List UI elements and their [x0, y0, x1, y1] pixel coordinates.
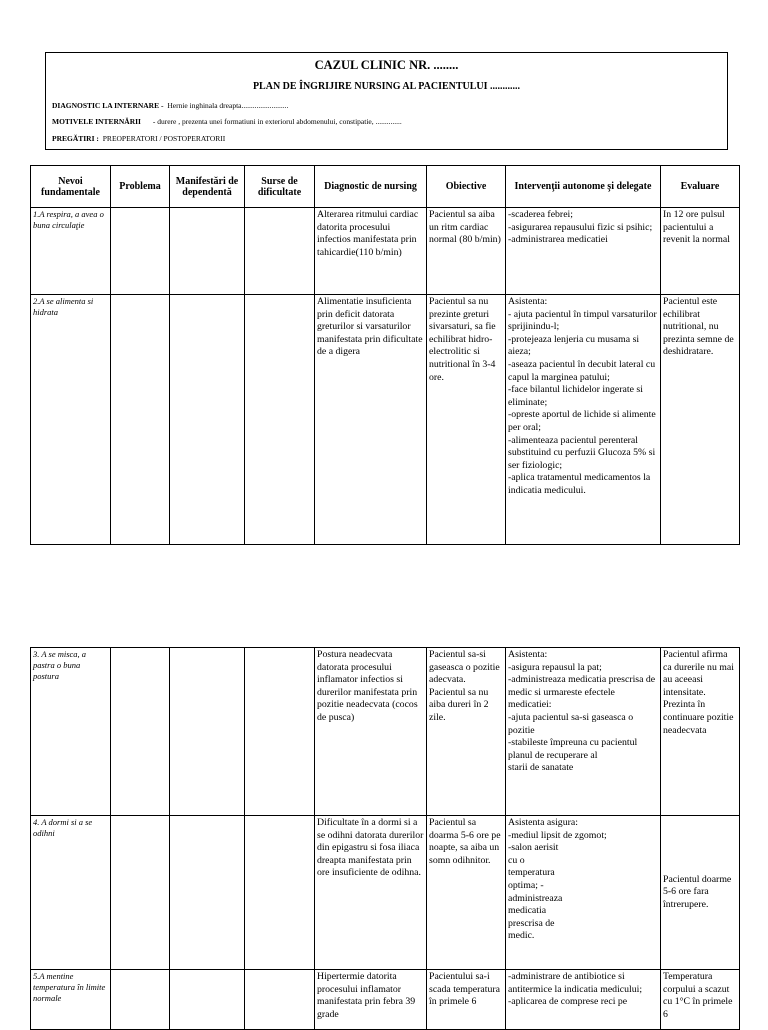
- problem-cell: [111, 970, 170, 1030]
- problem-cell: [111, 816, 170, 970]
- col-header-interventions: Intervenţii autonome şi delegate: [506, 166, 661, 208]
- col-header-manifest: Manifestări de dependentă: [170, 166, 245, 208]
- sources-cell: [245, 208, 315, 295]
- reasons-label: MOTIVELE INTERNĂRII: [52, 117, 141, 126]
- evaluation-cell: Pacientul afirma ca durerile nu mai au aceeasi intensitate. Prezinta în continuare pozitie neadecvata: [661, 648, 740, 816]
- col-header-sources: Surse de dificultate: [245, 166, 315, 208]
- objective-cell: Pacientul sa doarma 5-6 ore pe noapte, sa aiba un somn odihnitor.: [427, 816, 506, 970]
- problem-cell: [111, 208, 170, 295]
- interventions-cell: Asistenta: - ajuta pacientul în timpul varsaturilor sprijinindu-l; -protejeaza lenjeria cu musama si aieza; -aseaza pacientul în decubit lateral cu capul la marginea patului; -face bilantul lichidelor ingerate si eliminate; -opreste aportul de lichide si alimente per oral; -alimenteaza pacientul perenteral substituind cu perfuzii Glucoza 5% si ser fiziologic; -aplica tratamentul medicamentos la indicatia medicului.: [506, 295, 661, 545]
- evaluation-cell: Pacientul doarme 5-6 ore fara întrerupere.: [661, 816, 740, 970]
- problem-cell: [111, 295, 170, 545]
- case-title: CAZUL CLINIC NR. ........: [314, 58, 459, 72]
- objective-cell: Pacientul sa-si gaseasca o pozitie adecvata. Pacientul sa nu aiba dureri în 2 zile.: [427, 648, 506, 816]
- reasons-line: [52, 117, 402, 126]
- evaluation-cell: Temperatura corpului a scazut cu 1°C în primele 6: [661, 970, 740, 1030]
- diagnosis-cell: Alimentatie insuficienta prin deficit datorata greturilor si varsaturilor manifestata prin dificultate de a digera: [315, 295, 427, 545]
- need-cell: 4. A dormi si a se odihni: [31, 816, 111, 970]
- evaluation-cell: Pacientul este echilibrat nutritional, nu prezinta semne de deshidratare.: [661, 295, 740, 545]
- prep-value: PREOPERATORI / POSTOPERATORII: [102, 134, 226, 143]
- objective-cell: Pacientului sa-i scada temperatura în primele 6: [427, 970, 506, 1030]
- interventions-cell: Asistenta: -asigura repausul la pat; -administreaza medicatia prescrisa de medic si urmareste efectele medicatiei: -ajuta pacientul sa-si gaseasca o pozitie -stabileste împreuna cu pacientul planul de recuperare al starii de sanatate: [506, 648, 661, 816]
- sources-cell: [245, 648, 315, 816]
- plan-title: PLAN DE ÎNGRIJIRE NURSING AL PACIENTULUI ............: [252, 81, 521, 92]
- table-row: [31, 295, 740, 545]
- diagnosis-cell: Dificultate în a dormi si a se odihni datorata durerilor din epigastru si fosa iliaca dreapta manifestata prin ore insuficiente de odihna.: [315, 816, 427, 970]
- objective-cell: Pacientul sa aiba un ritm cardiac normal (80 b/min): [427, 208, 506, 295]
- case-header-box: [45, 52, 728, 150]
- diagnosis-cell: Hipertermie datorita procesului inflamator manifestata prin febra 39 grade: [315, 970, 427, 1030]
- manifest-cell: [170, 970, 245, 1030]
- need-cell: 2.A se alimenta si hidrata: [31, 295, 111, 545]
- manifest-cell: [170, 648, 245, 816]
- table-header-row: [31, 166, 740, 208]
- col-header-evaluation: Evaluare: [661, 166, 740, 208]
- manifest-cell: [170, 208, 245, 295]
- need-cell: 1.A respira, a avea o buna circulaţie: [31, 208, 111, 295]
- sources-cell: [245, 295, 315, 545]
- prep-label: PREGĂTIRI :: [52, 134, 99, 143]
- diagnosis-cell: Alterarea ritmului cardiac datorita procesului infectios manifestata prin tahicardie(110 b/min): [315, 208, 427, 295]
- prep-line: [52, 134, 225, 143]
- reasons-value: - durere , prezenta unei formatiuni in exteriorul abdomenului, constipatie, ..............: [152, 117, 402, 126]
- care-plan-table-part2: [30, 647, 740, 1030]
- col-header-needs: Nevoi fundamentale: [31, 166, 111, 208]
- diagnosis-label: DIAGNOSTIC LA INTERNARE -: [52, 101, 164, 110]
- interventions-cell: -administrare de antibiotice si antitermice la indicatia medicului; -aplicarea de comprese reci pe: [506, 970, 661, 1030]
- interventions-cell: Asistenta asigura: -mediul lipsit de zgomot; -salon aerisit cu o temperatura optima; - administreaza medicatia prescrisa de medic.: [506, 816, 661, 970]
- manifest-cell: [170, 295, 245, 545]
- table-row: [31, 816, 740, 970]
- care-plan-table-part1: [30, 165, 740, 545]
- manifest-cell: [170, 816, 245, 970]
- table-row: [31, 648, 740, 816]
- evaluation-cell: In 12 ore pulsul pacientului a revenit la normal: [661, 208, 740, 295]
- col-header-diagnosis: Diagnostic de nursing: [315, 166, 427, 208]
- col-header-problem: Problema: [111, 166, 170, 208]
- need-cell: 3. A se misca, a pastra o buna postura: [31, 648, 111, 816]
- col-header-objective: Obiective: [427, 166, 506, 208]
- diagnosis-value: Hernie inghinala dreapta.........................: [167, 101, 289, 110]
- problem-cell: [111, 648, 170, 816]
- diagnosis-cell: Postura neadecvata datorata procesului inflamator infectios si durerilor manifestata prin pozitie neadecvata (cocos de pusca): [315, 648, 427, 816]
- diagnosis-line: [52, 101, 288, 110]
- interventions-cell: -scaderea febrei; -asigurarea repausului fizic si psihic; -administrarea medicatiei: [506, 208, 661, 295]
- table-row: [31, 970, 740, 1030]
- sources-cell: [245, 816, 315, 970]
- table-row: [31, 208, 740, 295]
- objective-cell: Pacientul sa nu prezinte greturi sivarsaturi, sa fie echilibrat hidro-electrolitic si nutritional în 3-4 ore.: [427, 295, 506, 545]
- need-cell: 5.A mentine temperatura în limite normale: [31, 970, 111, 1030]
- sources-cell: [245, 970, 315, 1030]
